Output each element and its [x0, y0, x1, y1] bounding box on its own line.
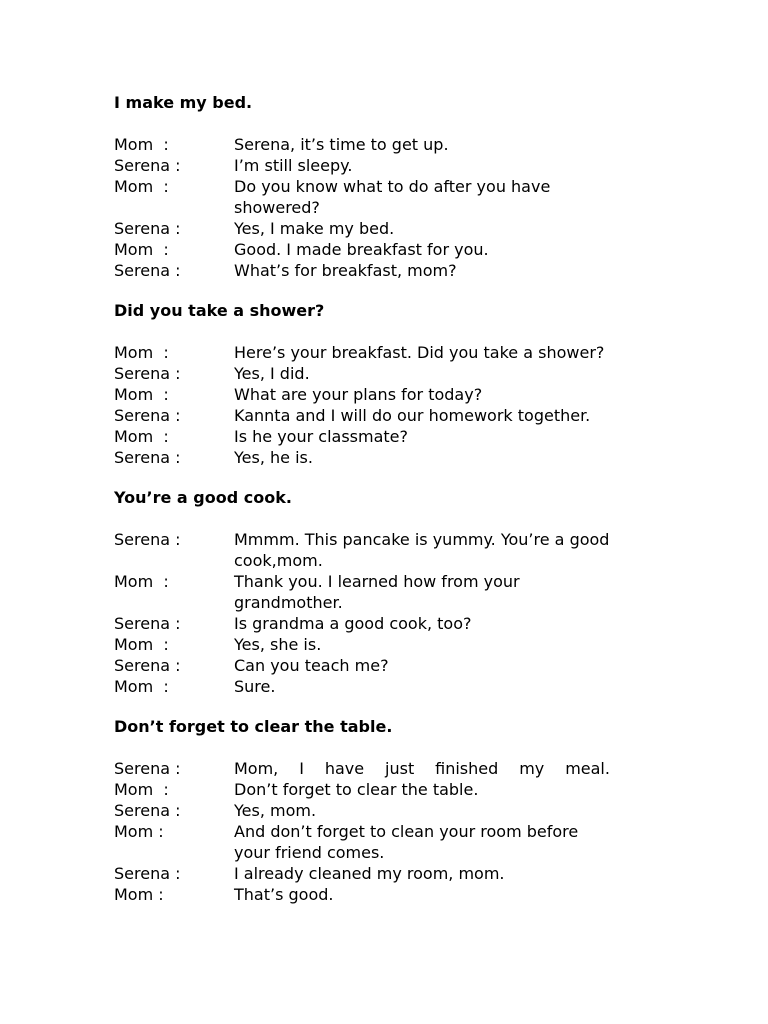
dialogue-line [114, 863, 674, 884]
speaker-label: Mom : [114, 822, 164, 841]
speaker-label: Mom : [114, 240, 169, 259]
dialogue-text: Yes, she is. [234, 635, 322, 654]
speaker-label: Mom : [114, 343, 169, 362]
speaker-label: Serena : [114, 219, 181, 238]
dialogue-text: Good. I made breakfast for you. [234, 240, 489, 259]
dialogue-text: Kannta and I will do our homework together. [234, 406, 591, 425]
dialogue-section [114, 716, 674, 905]
dialogue-text: What’s for breakfast, mom? [234, 261, 457, 280]
dialogue-line [114, 384, 674, 405]
dialogue-line [114, 571, 674, 613]
word: Mom, [234, 759, 279, 778]
dialogue-text: Thank you. I learned how from your grandmother. [234, 572, 520, 612]
dialogue-text: What are your plans for today? [234, 385, 483, 404]
dialogue-line [114, 800, 674, 821]
dialogue-line [114, 634, 674, 655]
dialogue-line [114, 821, 674, 863]
dialogue-line [114, 260, 674, 281]
dialogue-text: I already cleaned my room, mom. [234, 864, 505, 883]
speaker-label: Serena : [114, 614, 181, 633]
section-title: You’re a good cook. [114, 488, 292, 507]
speaker-label: Serena : [114, 406, 181, 425]
section-title: Don’t forget to clear the table. [114, 717, 393, 736]
dialogue-line [114, 426, 674, 447]
dialogue-line [114, 779, 674, 800]
speaker-label: Serena : [114, 759, 181, 778]
dialogue-line [114, 176, 674, 218]
speaker-label: Mom : [114, 427, 169, 446]
dialogue-line [114, 342, 674, 363]
speaker-label: Mom : [114, 177, 169, 196]
dialogue-text: Mmmm. This pancake is yummy. You’re a good cook,mom. [234, 530, 610, 570]
dialogue-text: Yes, mom. [234, 801, 317, 820]
speaker-label: Serena : [114, 261, 181, 280]
word: just [385, 759, 415, 778]
section-title: Did you take a shower? [114, 301, 325, 320]
dialogue-text: And don’t forget to clean your room before your friend comes. [234, 822, 579, 862]
speaker-label: Mom : [114, 385, 169, 404]
speaker-label: Serena : [114, 364, 181, 383]
dialogue-section [114, 487, 674, 697]
dialogue-text: Here’s your breakfast. Did you take a shower? [234, 343, 605, 362]
document-page [114, 92, 674, 924]
dialogue-line [114, 884, 674, 905]
speaker-label: Mom : [114, 135, 169, 154]
dialogue-line [114, 676, 674, 697]
dialogue-text: Do you know what to do after you have showered? [234, 177, 551, 217]
dialogue-section [114, 300, 674, 468]
dialogue-line [114, 529, 674, 571]
word: my [519, 759, 545, 778]
dialogue-text: Yes, he is. [234, 448, 313, 467]
dialogue-line [114, 655, 674, 676]
word: finished [435, 759, 499, 778]
speaker-label: Mom : [114, 635, 169, 654]
dialogue-line [114, 155, 674, 176]
dialogue-line [114, 363, 674, 384]
word: have [324, 759, 365, 778]
dialogue-text: That’s good. [234, 885, 334, 904]
dialogue-text: I’m still sleepy. [234, 156, 353, 175]
speaker-label: Serena : [114, 448, 181, 467]
section-title: I make my bed. [114, 93, 253, 112]
dialogue-text: Yes, I did. [234, 364, 310, 383]
dialogue-text: Can you teach me? [234, 656, 389, 675]
dialogue-text: Don’t forget to clear the table. [234, 780, 479, 799]
speaker-label: Serena : [114, 801, 181, 820]
spread-text [234, 758, 610, 779]
dialogue-line [114, 613, 674, 634]
dialogue-line [114, 758, 674, 779]
dialogue-text: Is he your classmate? [234, 427, 408, 446]
dialogue-line [114, 447, 674, 468]
word: meal. [565, 759, 610, 778]
dialogue-line [114, 218, 674, 239]
speaker-label: Serena : [114, 530, 181, 549]
dialogue-line [114, 239, 674, 260]
dialogue-text: Serena, it’s time to get up. [234, 135, 449, 154]
dialogue-text: Yes, I make my bed. [234, 219, 395, 238]
speaker-label: Mom : [114, 780, 169, 799]
speaker-label: Mom : [114, 885, 164, 904]
dialogue-text [234, 758, 674, 779]
speaker-label: Serena : [114, 156, 181, 175]
dialogue-text: Sure. [234, 677, 276, 696]
speaker-label: Serena : [114, 656, 181, 675]
speaker-label: Mom : [114, 572, 169, 591]
dialogue-section [114, 92, 674, 281]
word: I [299, 759, 304, 778]
speaker-label: Serena : [114, 864, 181, 883]
dialogue-line [114, 134, 674, 155]
dialogue-line [114, 405, 674, 426]
speaker-label: Mom : [114, 677, 169, 696]
dialogue-text: Is grandma a good cook, too? [234, 614, 472, 633]
